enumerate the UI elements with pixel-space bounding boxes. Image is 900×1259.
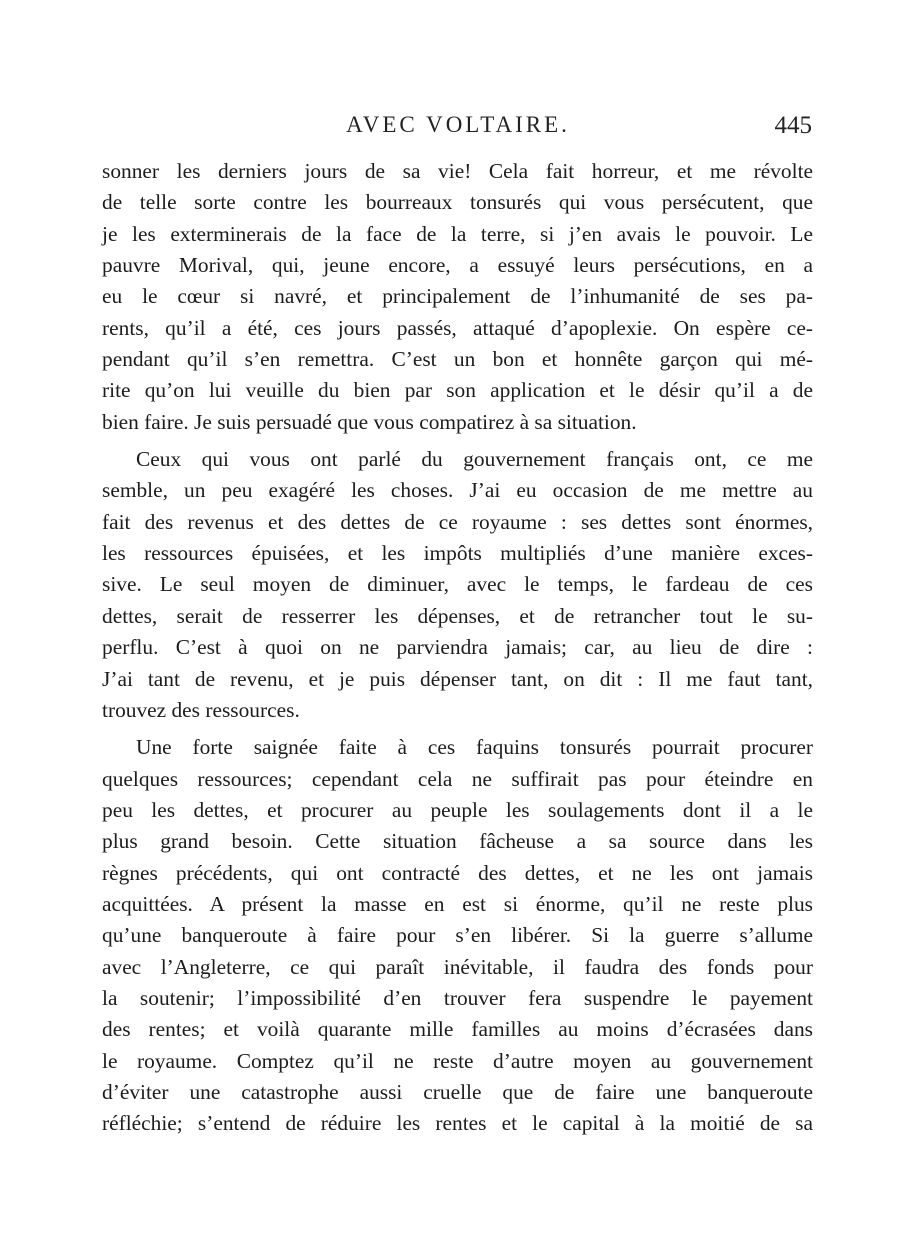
text-line: réfléchie; s’entend de réduire les rentes et le capital à la moitié de sa [102,1111,813,1136]
text-line: acquittées. A présent la masse en est si énorme, qu’il ne reste plus [102,891,813,916]
paragraph-1 [102,156,813,438]
body-text [102,156,813,1140]
running-title: AVEC VOLTAIRE. [346,112,570,137]
text-line: je les exterminerais de la face de la terre, si j’en avais le pouvoir. Le [102,221,813,246]
text-line: eu le cœur si navré, et principalement de l’inhumanité de ses pa- [102,284,813,309]
text-line: sonner les derniers jours de sa vie! Cela fait horreur, et me révolte [102,159,813,183]
text-line: bien faire. Je suis persuadé que vous compatirez à sa situation. [102,409,637,434]
text-line: le royaume. Comptez qu’il ne reste d’autre moyen au gouvernement [102,1048,813,1073]
text-line: d’éviter une catastrophe aussi cruelle que de faire une banqueroute [102,1079,813,1104]
text-line: perflu. C’est à quoi on ne parviendra jamais; car, au lieu de dire : [102,635,813,660]
text-line: rite qu’on lui veuille du bien par son application et le désir qu’il a de [102,378,813,403]
text-line: semble, un peu exagéré les choses. J’ai eu occasion de me mettre au [102,478,813,503]
text-line: rents, qu’il a été, ces jours passés, attaqué d’apoplexie. On espère ce- [102,315,813,340]
text-line: quelques ressources; cependant cela ne suffirait pas pour éteindre en [102,766,813,791]
text-line: Ceux qui vous ont parlé du gouvernement français ont, ce me [136,447,813,472]
paragraph-2 [102,444,813,726]
text-line: trouvez des ressources. [102,697,300,722]
text-line: les ressources épuisées, et les impôts multipliés d’une manière exces- [102,541,813,566]
text-line: sive. Le seul moyen de diminuer, avec le temps, le fardeau de ces [102,572,813,597]
text-line: fait des revenus et des dettes de ce royaume : ses dettes sont énormes, [102,509,813,534]
text-line: des rentes; et voilà quarante mille familles au moins d’écrasées dans [102,1017,813,1042]
paragraph-3 [102,732,813,1139]
text-line: avec l’Angleterre, ce qui paraît inévitable, il faudra des fonds pour [102,954,813,979]
text-line: pauvre Morival, qui, jeune encore, a essuyé leurs persécutions, en a [102,253,813,278]
text-line: de telle sorte contre les bourreaux tonsurés qui vous persécutent, que [102,190,813,215]
text-line: la soutenir; l’impossibilité d’en trouver fera suspendre le payement [102,985,813,1010]
text-line: dettes, serait de resserrer les dépenses, et de retrancher tout le su- [102,603,813,628]
running-head [100,112,816,148]
text-line: Une forte saignée faite à ces faquins tonsurés pourrait procurer [136,735,813,760]
text-line: qu’une banqueroute à faire pour s’en libérer. Si la guerre s’allume [102,923,813,948]
text-line: peu les dettes, et procurer au peuple les soulagements dont il a le [102,797,813,822]
text-line: pendant qu’il s’en remettra. C’est un bon et honnête garçon qui mé- [102,347,813,372]
text-line: règnes précédents, qui ont contracté des dettes, et ne les ont jamais [102,860,813,885]
text-line: J’ai tant de revenu, et je puis dépenser tant, on dit : Il me faut tant, [102,666,813,691]
text-line: plus grand besoin. Cette situation fâcheuse a sa source dans les [102,829,813,854]
page-number: 445 [774,112,812,139]
